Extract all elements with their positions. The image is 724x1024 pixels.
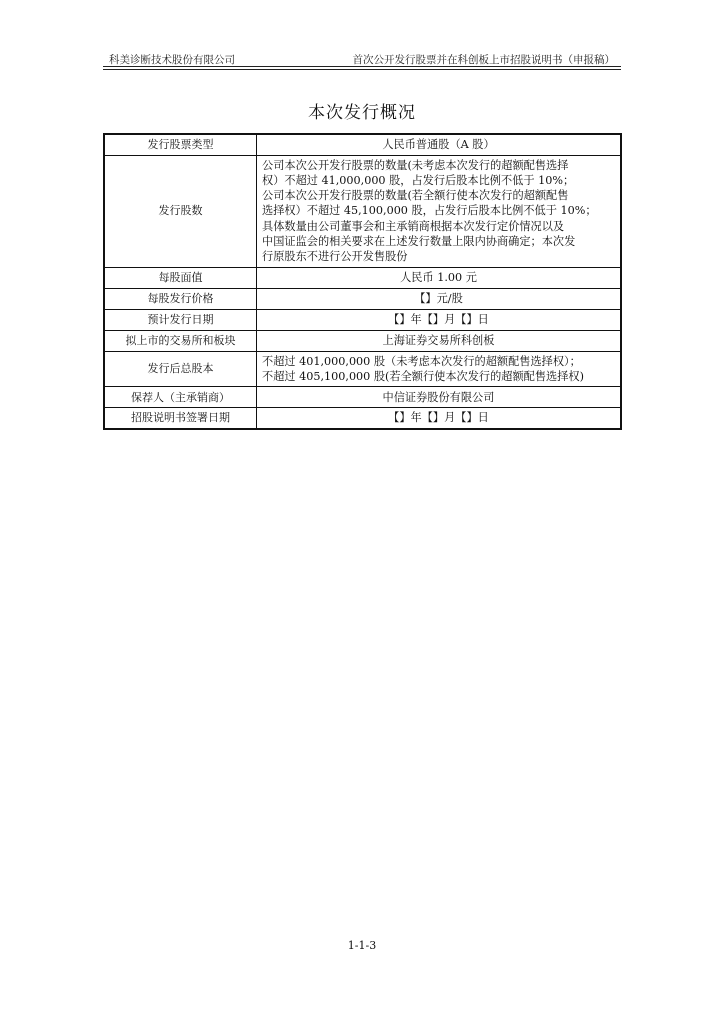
row-value-offer-date: 【】年【】月【】日 [257, 309, 622, 330]
table-row [104, 134, 621, 155]
row-label-shares-offered: 发行股数 [104, 155, 257, 267]
row-label-offer-price: 每股发行价格 [104, 288, 257, 309]
table-row [104, 309, 621, 330]
page-number: 1-1-3 [347, 939, 377, 952]
shares-offered-line: 行原股东不进行公开发售股份 [262, 250, 408, 264]
header-company-name: 科美诊断技术股份有限公司 [109, 54, 235, 66]
table-row [104, 387, 621, 408]
row-label-par-value: 每股面值 [104, 267, 257, 288]
shares-offered-line: 公司本次公开发行股票的数量(若全额行使本次发行的超额配售 [262, 189, 569, 203]
table-row [104, 408, 621, 429]
table-row [104, 330, 621, 351]
total-shares-line: 不超过 405,100,000 股(若全额行使本次发行的超额配售选择权) [262, 369, 584, 383]
row-label-total-shares: 发行后总股本 [104, 351, 257, 387]
page-title: 本次发行概况 [308, 103, 416, 123]
row-value-signing-date: 【】年【】月【】日 [257, 408, 622, 429]
row-value-sponsor: 中信证券股份有限公司 [257, 387, 622, 408]
row-label-sponsor: 保荐人（主承销商） [104, 387, 257, 408]
header-rule-secondary [103, 69, 621, 70]
row-label-stock-type: 发行股票类型 [104, 134, 257, 155]
running-header [103, 50, 621, 66]
header-document-title: 首次公开发行股票并在科创板上市招股说明书（申报稿） [352, 54, 615, 66]
offering-summary-table [103, 133, 622, 430]
shares-offered-line: 中国证监会的相关要求在上述发行数量上限内协商确定；本次发 [262, 234, 576, 248]
header-rule [103, 66, 621, 67]
row-value-exchange-board: 上海证券交易所科创板 [257, 330, 622, 351]
total-shares-line: 不超过 401,000,000 股（未考虑本次发行的超额配售选择权）； [262, 354, 581, 368]
table-row [104, 288, 621, 309]
row-label-exchange-board: 拟上市的交易所和板块 [104, 330, 257, 351]
shares-offered-line: 具体数量由公司董事会和主承销商根据本次发行定价情况以及 [262, 219, 565, 233]
row-value-total-shares [257, 351, 622, 387]
shares-offered-line: 权）不超过 41,000,000 股，占发行后股本比例不低于 10%； [262, 173, 575, 187]
shares-offered-line: 选择权）不超过 45,100,000 股，占发行后股本比例不低于 10%； [262, 204, 597, 218]
row-value-par-value: 人民币 1.00 元 [257, 267, 622, 288]
row-value-stock-type: 人民币普通股（A 股） [257, 134, 622, 155]
row-label-signing-date: 招股说明书签署日期 [104, 408, 257, 429]
row-label-offer-date: 预计发行日期 [104, 309, 257, 330]
table-row [104, 267, 621, 288]
table-row [104, 155, 621, 267]
row-value-offer-price: 【】元/股 [257, 288, 622, 309]
row-value-shares-offered [257, 155, 622, 267]
shares-offered-line: 公司本次公开发行股票的数量(未考虑本次发行的超额配售选择 [262, 158, 569, 172]
table-row [104, 351, 621, 387]
